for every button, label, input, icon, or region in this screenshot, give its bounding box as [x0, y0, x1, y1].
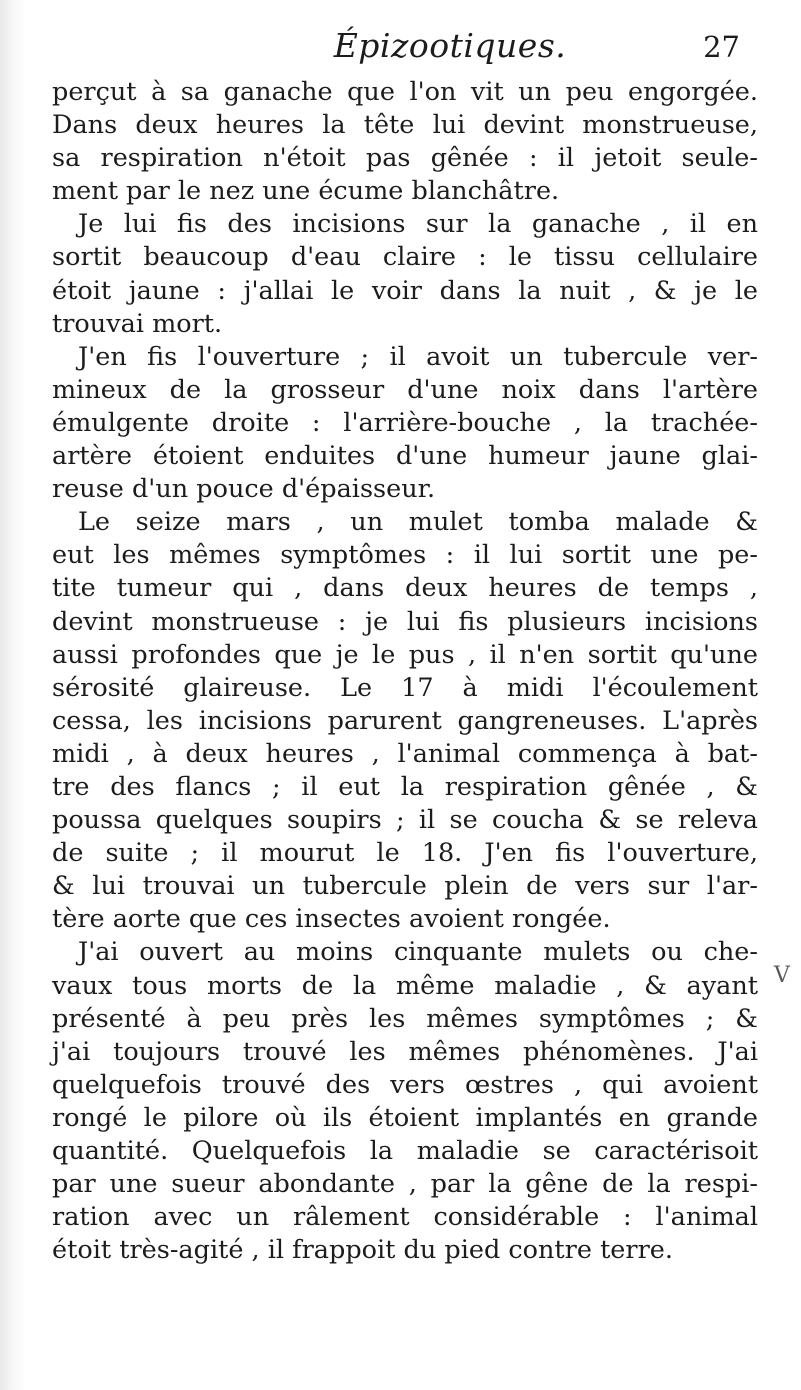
text-line: vaux tous morts de la même maladie , & ayant	[52, 970, 758, 1001]
text-line: sortit beaucoup d'eau claire : le tissu cellulaire	[52, 242, 758, 273]
text-line: sa respiration n'étoit pas gênée : il jetoit seule-	[52, 143, 758, 174]
text-line: tère aorte que ces insectes avoient rongée.	[52, 904, 611, 935]
text-line: sérosité glaireuse. Le 17 à midi l'écoulement	[52, 672, 758, 703]
text-line: eut les mêmes symptômes : il lui sortit une pe-	[52, 540, 758, 571]
text-line: étoit très-agité , il frappoit du pied contre terre.	[52, 1235, 673, 1266]
text-line: perçut à sa ganache que l'on vit un peu engorgée.	[52, 77, 758, 107]
text-line: j'ai toujours trouvé les mêmes phénomènes. J'ai	[52, 1036, 758, 1067]
text-line: ration avec un râlement considérable : l'animal	[52, 1202, 758, 1233]
text-line: émulgente droite : l'arrière-bouche , la trachée-	[52, 407, 758, 438]
text-line: & lui trouvai un tubercule plein de vers sur l'ar-	[52, 871, 758, 902]
text-line: tre des flancs ; il eut la respiration gênée , &	[52, 771, 758, 802]
text-line: quelquefois trouvé des vers œstres , qui avoient	[52, 1069, 758, 1100]
body-text	[52, 76, 758, 1267]
text-line: rongé le pilore où ils étoient implantés en grande	[52, 1102, 758, 1133]
text-line: présenté à peu près les mêmes symptômes ; &	[52, 1003, 758, 1034]
page-header	[240, 26, 740, 76]
text-line: quantité. Quelquefois la maladie se caractérisoit	[52, 1136, 758, 1166]
text-line: de suite ; il mourut le 18. J'en fis l'ouverture,	[52, 838, 758, 869]
text-line: artère étoient enduites d'une humeur jaune glai-	[52, 441, 758, 472]
text-line: ment par le nez une écume blanchâtre.	[52, 176, 560, 207]
text-line: mineux de la grosseur d'une noix dans l'artère	[52, 374, 758, 405]
text-line: poussa quelques soupirs ; il se coucha & se releva	[52, 805, 758, 836]
text-line: tite tumeur qui , dans deux heures de temps ,	[52, 573, 758, 604]
text-line: trouvai mort.	[52, 308, 223, 339]
text-line: Je lui fis des incisions sur la ganache , il en	[78, 209, 758, 240]
page-gutter-shadow	[0, 0, 26, 1390]
page-number: 27	[703, 30, 740, 64]
text-line: Dans deux heures la tête lui devint monstrueuse,	[52, 110, 758, 141]
text-line: par une sueur abondante , par la gêne de la respi-	[52, 1169, 758, 1200]
text-line: devint monstrueuse : je lui fis plusieurs incisions	[52, 606, 758, 637]
margin-check-mark: V	[774, 963, 790, 988]
text-line: aussi profondes que je le pus , il n'en sortit qu'une	[52, 639, 758, 670]
text-line: Le seize mars , un mulet tomba malade &	[78, 507, 758, 538]
running-title: Épizootiques.	[333, 26, 567, 65]
text-line: reuse d'un pouce d'épaisseur.	[52, 474, 436, 505]
text-line: J'en fis l'ouverture ; il avoit un tubercule ver-	[78, 341, 758, 372]
text-line: étoit jaune : j'allai le voir dans la nuit , & je le	[52, 275, 758, 306]
text-line: J'ai ouvert au moins cinquante mulets ou che-	[78, 937, 758, 968]
text-line: midi , à deux heures , l'animal commença à bat-	[52, 738, 758, 769]
text-line: cessa, les incisions parurent gangreneuses. L'après	[52, 705, 758, 736]
